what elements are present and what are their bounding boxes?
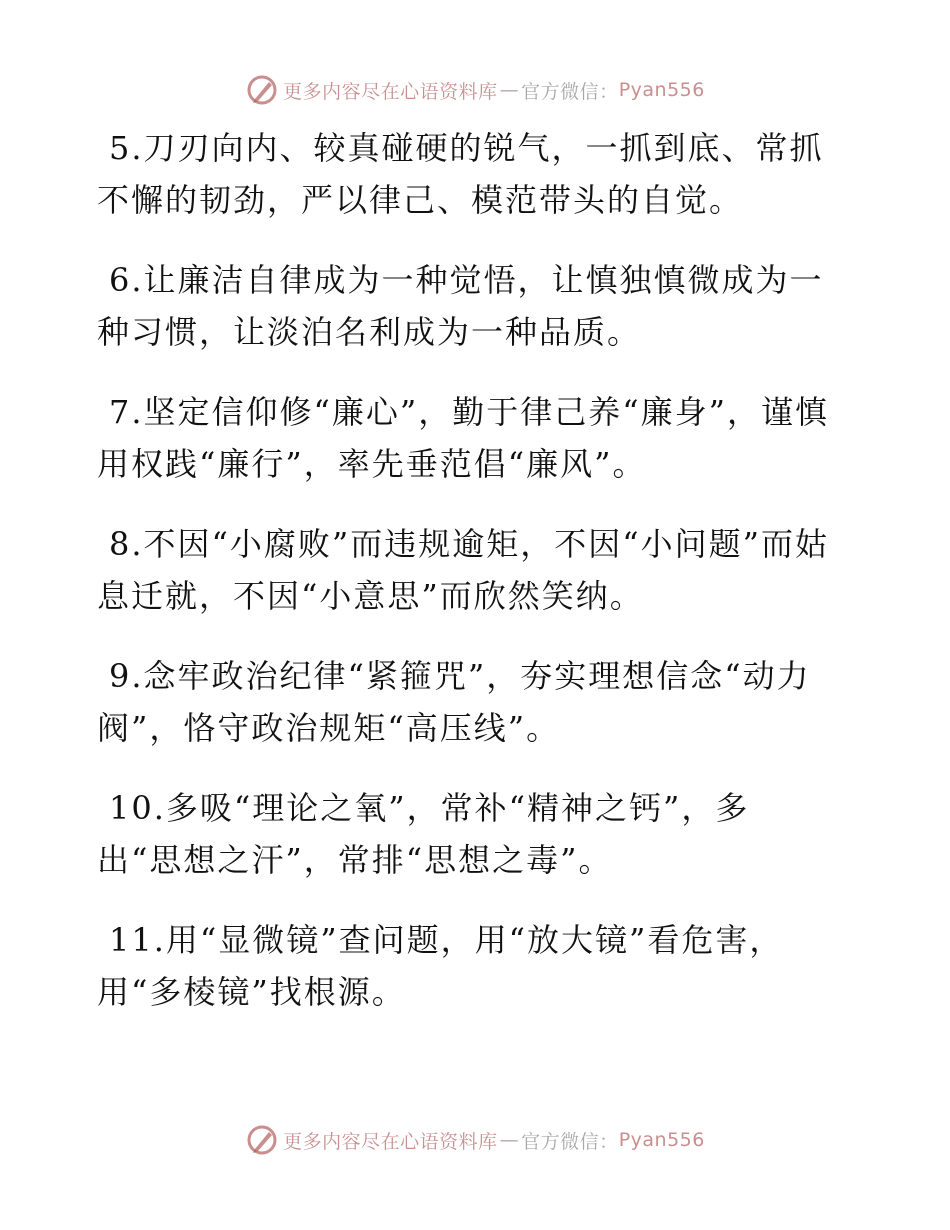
footer-watermark (0, 1120, 950, 1160)
pen-logo-icon (245, 73, 279, 107)
watermark-main-text: 更多内容尽在心语资料库 (283, 1130, 498, 1153)
list-item: 8.不因“小腐败”而违规逾矩，不因“小问题”而姑息迁就，不因“小意思”而欣然笑纳。 (97, 525, 829, 615)
list-item: 7.坚定信仰修“廉心”，勤于律己养“廉身”，谨慎用权践“廉行”，率先垂范倡“廉风”。 (97, 393, 829, 483)
watermark-dash: — (499, 79, 520, 101)
list-item: 9.念牢政治纪律“紧箍咒”，夯实理想信念“动力阀”，恪守政治规矩“高压线”。 (97, 657, 811, 747)
watermark-id-text: Pyan556 (618, 1129, 705, 1151)
list-item: 10.多吸“理论之氧”，常补“精神之钙”，多出“思想之汗”，常排“思想之毒”。 (97, 789, 750, 879)
pen-logo-icon (245, 1123, 279, 1157)
list-item: 5.刀刃向内、较真碰硬的锐气，一抓到底、常抓不懈的韧劲，严以律己、模范带头的自觉。 (97, 129, 824, 219)
watermark-sub-text: 官方微信： (521, 1130, 619, 1153)
watermark-sub-text: 官方微信： (521, 80, 619, 103)
watermark-main-text: 更多内容尽在心语资料库 (283, 80, 498, 103)
list-item: 11.用“显微镜”查问题，用“放大镜”看危害，用“多棱镜”找根源。 (97, 921, 784, 1011)
watermark-dash: — (499, 1129, 520, 1151)
header-watermark (0, 70, 950, 110)
list-item: 6.让廉洁自律成为一种觉悟，让慎独慎微成为一种习惯，让淡泊名利成为一种品质。 (97, 261, 824, 351)
watermark-id-text: Pyan556 (618, 79, 705, 101)
document-body (97, 122, 832, 1046)
